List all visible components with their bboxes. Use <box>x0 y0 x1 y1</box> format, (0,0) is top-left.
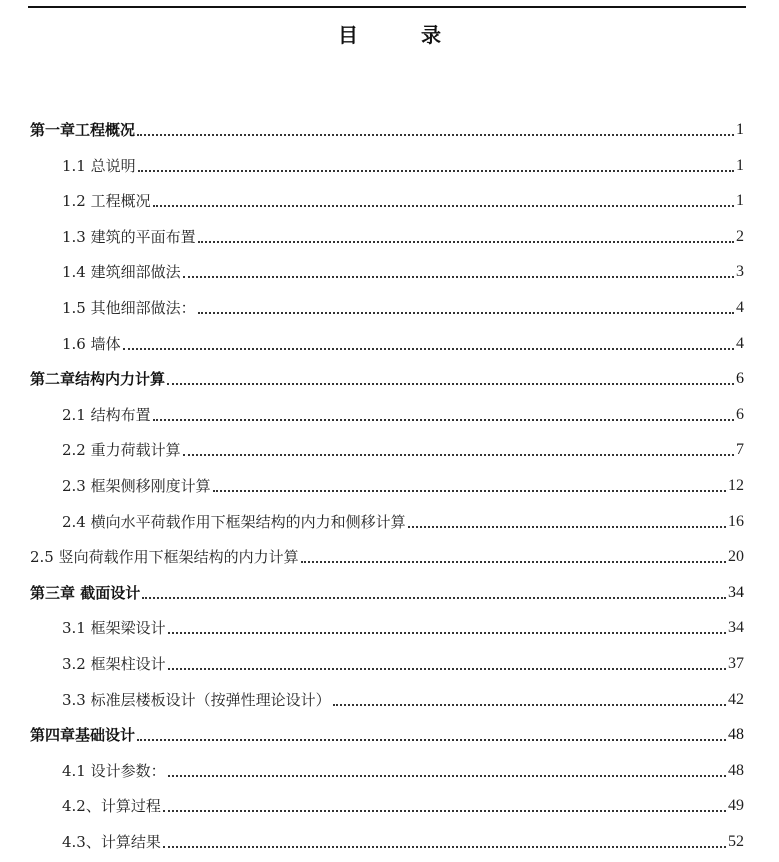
toc-entry-1-6[interactable] <box>62 326 744 354</box>
toc-entry-label: 第二章结构内力计算 <box>30 370 166 389</box>
toc-entry-label: 1.4 建筑细部做法 <box>62 263 181 282</box>
toc-entry-page: 2 <box>736 227 744 245</box>
toc-title: 目 录 <box>338 23 469 47</box>
toc-entry-page: 6 <box>736 405 744 423</box>
toc-entry-label: 3.3 标准层楼板设计（按弹性理论设计） <box>62 690 331 709</box>
dot-leader <box>168 761 726 781</box>
dot-leader <box>163 832 726 852</box>
toc-entry-page: 42 <box>728 690 744 708</box>
toc-entry-chapter-2[interactable] <box>30 361 744 389</box>
dot-leader <box>213 476 726 496</box>
dot-leader <box>183 262 734 282</box>
dot-leader <box>198 227 734 247</box>
toc-entry-label: 3.1 框架梁设计 <box>62 619 166 638</box>
dot-leader <box>183 440 734 460</box>
toc-entry-4-2[interactable] <box>62 788 744 816</box>
dot-leader <box>333 690 726 710</box>
toc-entry-label: 4.3、计算结果 <box>62 833 161 851</box>
toc-entry-label: 3.2 框架柱设计 <box>62 655 166 673</box>
toc-entry-page: 20 <box>728 548 744 566</box>
toc-entry-page: 48 <box>728 726 744 744</box>
toc-entry-2-4[interactable] <box>62 504 744 532</box>
toc-entry-chapter-1[interactable] <box>30 112 744 140</box>
toc-entry-label: 4.2、计算过程 <box>62 797 161 816</box>
toc-entry-page: 34 <box>728 619 744 637</box>
toc-entry-page: 52 <box>728 833 744 850</box>
toc-entry-label: 1.5 其他细部做法： <box>62 299 196 317</box>
header-rule <box>28 6 746 8</box>
dot-leader <box>168 654 726 674</box>
dot-leader <box>123 334 734 354</box>
toc-entry-label: 2.1 结构布置 <box>62 405 151 424</box>
toc-entry-1-4[interactable] <box>62 254 744 282</box>
toc-entry-label: 2.4 横向水平荷载作用下框架结构的内力和侧移计算 <box>62 512 406 531</box>
dot-leader <box>153 405 734 425</box>
toc-entry-label: 2.2 重力荷载计算 <box>62 441 181 460</box>
toc-entry-chapter-3[interactable] <box>30 575 744 603</box>
toc-entry-page: 1 <box>736 156 744 174</box>
toc-entry-page: 7 <box>736 441 744 459</box>
dot-leader <box>142 583 726 603</box>
toc-entry-page: 6 <box>736 370 744 388</box>
toc-entry-label: 1.1 总说明 <box>62 156 136 175</box>
dot-leader <box>301 547 726 567</box>
dot-leader <box>198 298 734 318</box>
toc-entry-1-1[interactable] <box>62 148 744 176</box>
toc-entry-label: 第三章 截面设计 <box>30 583 141 602</box>
toc-entry-2-3[interactable] <box>62 468 744 496</box>
dot-leader <box>167 369 734 389</box>
toc-entry-2-1[interactable] <box>62 397 744 425</box>
toc-entry-page: 49 <box>728 797 744 815</box>
toc-entry-page: 1 <box>736 192 744 210</box>
toc-entry-page: 12 <box>728 477 744 494</box>
dot-leader <box>163 796 726 816</box>
toc-entry-page: 4 <box>736 334 744 352</box>
toc-entry-label: 2.5 竖向荷载作用下框架结构的内力计算 <box>30 548 299 567</box>
toc-entry-page: 48 <box>728 761 744 779</box>
toc-entry-label: 1.2 工程概况 <box>62 192 151 211</box>
toc-entry-4-1[interactable] <box>62 753 744 781</box>
toc-entry-label: 第一章工程概况 <box>30 121 136 139</box>
toc-entry-label: 第四章基础设计 <box>30 726 136 745</box>
toc-entry-chapter-4[interactable] <box>30 717 744 745</box>
dot-leader <box>168 618 726 638</box>
toc-entry-2-5[interactable] <box>30 539 744 567</box>
toc-entry-label: 1.6 墙体 <box>62 334 121 353</box>
toc-entry-1-2[interactable] <box>62 183 744 211</box>
toc-entry-label: 4.1 设计参数： <box>62 761 166 780</box>
toc-entry-page: 3 <box>736 263 744 281</box>
toc-entry-3-3[interactable] <box>62 682 744 710</box>
toc-entry-3-1[interactable] <box>62 610 744 638</box>
toc-entry-2-2[interactable] <box>62 432 744 460</box>
toc-entry-page: 34 <box>728 583 744 601</box>
dot-leader <box>153 191 734 211</box>
toc-entry-page: 16 <box>728 512 744 530</box>
toc-entry-page: 37 <box>728 655 744 672</box>
toc-entry-1-5[interactable] <box>62 290 744 318</box>
toc-entry-page: 4 <box>736 299 744 316</box>
toc-entry-3-2[interactable] <box>62 646 744 674</box>
toc-entry-1-3[interactable] <box>62 219 744 247</box>
dot-leader <box>138 156 734 176</box>
toc-entry-label: 1.3 建筑的平面布置 <box>62 227 196 246</box>
toc-entry-label: 2.3 框架侧移刚度计算 <box>62 477 211 495</box>
dot-leader <box>408 512 726 532</box>
dot-leader <box>137 120 734 140</box>
dot-leader <box>137 725 726 745</box>
toc-entry-4-3[interactable] <box>62 824 744 852</box>
toc-entry-page: 1 <box>736 121 744 138</box>
